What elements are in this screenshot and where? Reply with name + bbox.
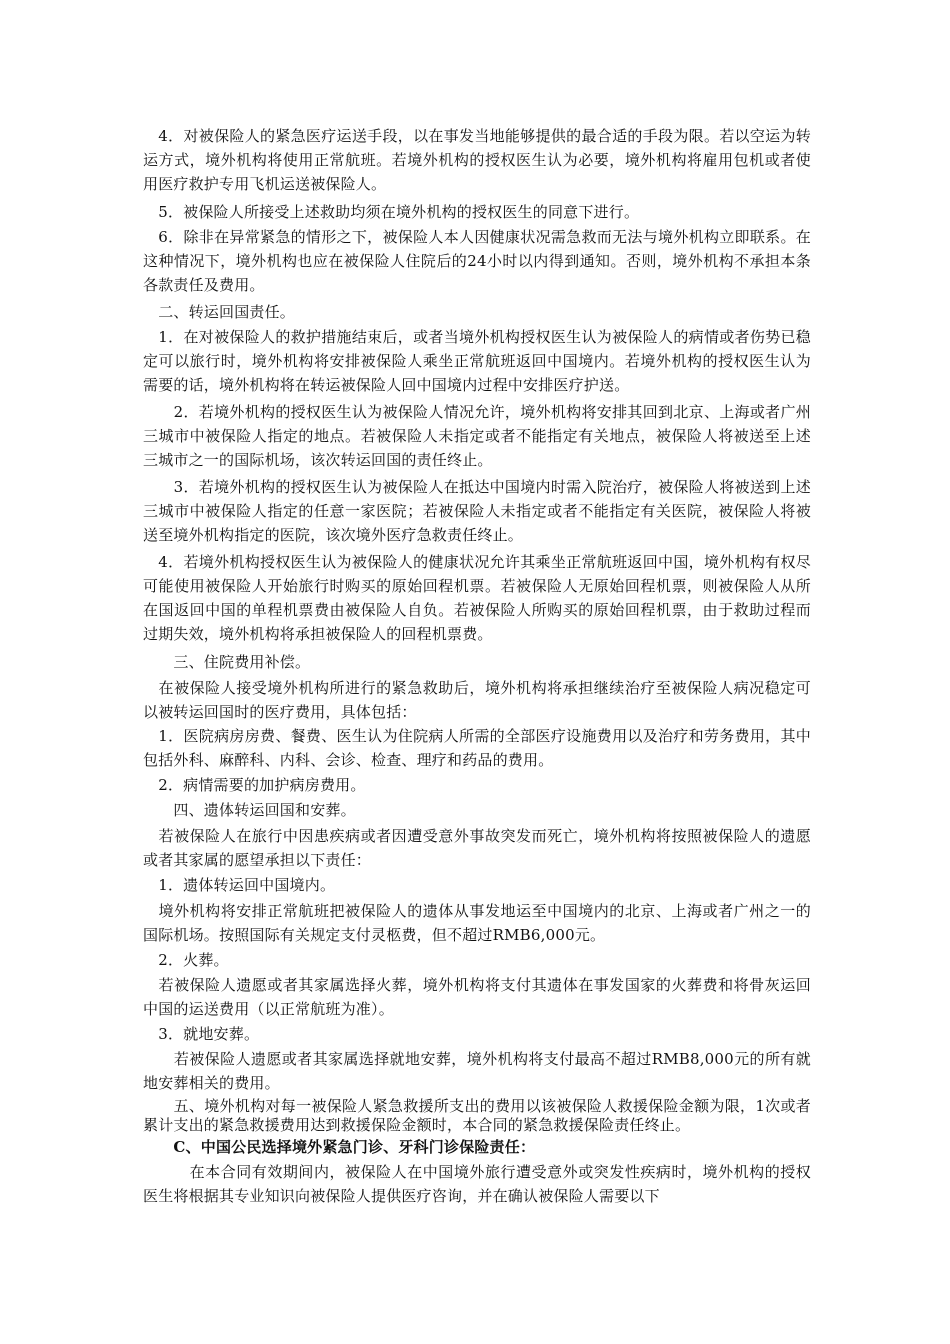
paragraph-remains-intro: 若被保险人在旅行中因患疾病或者因遭受意外事故突发而死亡，境外机构将按照被保险人的遗愿或者其家属的愿望承担以下责任： [143,827,811,869]
paragraph-remains-1-detail: 境外机构将安排正常航班把被保险人的遗体从事发地运至中国境内的北京、上海或者广州之一的国际机场。按照国际有关规定支付灵柩费，但不超过RMB6,000元。 [143,902,811,944]
paragraph-hospital-intro: 在被保险人接受境外机构所进行的紧急救助后，境外机构将承担继续治疗至被保险人病况稳定可以被转运回国时的医疗费用，具体包括： [143,679,811,721]
paragraph-medical-transport: 4．对被保险人的紧急医疗运送手段，以在事发当地能够提供的最合适的手段为限。若以空运为转运方式，境外机构将使用正常航班。若境外机构的授权医生认为必要，境外机构将雇用包机或者使用医疗救护专用飞机运送被保险人。 [143,127,811,193]
paragraph-remains-1: 1．遗体转运回中国境内。 [143,876,336,894]
heading-hospital-costs: 三、住院费用补偿。 [143,653,311,671]
paragraph-hospital-1: 1．医院病房房费、餐费、医生认为住院病人所需的全部医疗设施费用以及治疗和劳务费用，其中包括外科、麻醉科、内科、会诊、检查、理疗和药品的费用。 [143,727,811,769]
paragraph-repatriation-4: 4．若境外机构授权医生认为被保险人的健康状况允许其乘坐正常航班返回中国，境外机构有权尽可能使用被保险人开始旅行时购买的原始回程机票。若被保险人无原始回程机票，则被保险人从所在国返回中国的单程机票费由被保险人自负。若被保险人所购买的原始回程机票，由于救助过程而过期失效，境外机构将承担被保险人的回程机票费。 [143,553,811,643]
heading-section-c: C、中国公民选择境外紧急门诊、牙科门诊保险责任： [143,1138,536,1156]
paragraph-repatriation-1: 1．在对被保险人的救护措施结束后，或者当境外机构授权医生认为被保险人的病情或者伤势已稳定可以旅行时，境外机构将安排被保险人乘坐正常航班返回中国境内。若境外机构的授权医生认为需要的话，境外机构将在转运被保险人回中国境内过程中安排医疗护送。 [143,328,811,394]
paragraph-local-burial-detail: 若被保险人遗愿或者其家属选择就地安葬，境外机构将支付最高不超过RMB8,000元的所有就地安葬相关的费用。 [143,1050,811,1092]
paragraph-cremation: 2．火葬。 [143,951,229,969]
paragraph-doctor-consent: 5．被保险人所接受上述救助均须在境外机构的授权医生的同意下进行。 [143,203,640,221]
paragraph-emergency-notice: 6．除非在异常紧急的情形之下，被保险人本人因健康状况需急救而无法与境外机构立即联系。在这种情况下，境外机构也应在被保险人住院后的24小时以内得到通知。否则，境外机构不承担本条各款责任及费用。 [143,228,811,294]
paragraph-repatriation-2: 2．若境外机构的授权医生认为被保险人情况允许，境外机构将安排其回到北京、上海或者广州三城市中被保险人指定的地点。若被保险人未指定或者不能指定有关地点，被保险人将被送至上述三城市之一的国际机场，该次转运回国的责任终止。 [143,403,811,469]
paragraph-repatriation-3: 3．若境外机构的授权医生认为被保险人在抵达中国境内时需入院治疗，被保险人将被送到上述三城市中被保险人指定的任意一家医院；若被保险人未指定或者不能指定有关医院，被保险人将被送至境外机构指定的医院，该次境外医疗急救责任终止。 [143,478,811,544]
paragraph-local-burial: 3．就地安葬。 [143,1025,260,1043]
heading-repatriation: 二、转运回国责任。 [143,303,296,321]
paragraph-cremation-detail: 若被保险人遗愿或者其家属选择火葬，境外机构将支付其遗体在事发国家的火葬费和将骨灰运回中国的运送费用（以正常航班为准）。 [143,976,811,1018]
heading-remains: 四、遗体转运回国和安葬。 [143,801,356,819]
paragraph-limit: 五、境外机构对每一被保险人紧急救援所支出的费用以该被保险人救援保险金额为限，1次或者累计支出的紧急救援费用达到救援保险金额时，本合同的紧急救援保险责任终止。 [143,1097,811,1134]
paragraph-section-c-intro: 在本合同有效期间内，被保险人在中国境外旅行遭受意外或突发性疾病时，境外机构的授权医生将根据其专业知识向被保险人提供医疗咨询，并在确认被保险人需要以下 [143,1163,811,1205]
paragraph-hospital-2: 2．病情需要的加护病房费用。 [143,776,366,794]
